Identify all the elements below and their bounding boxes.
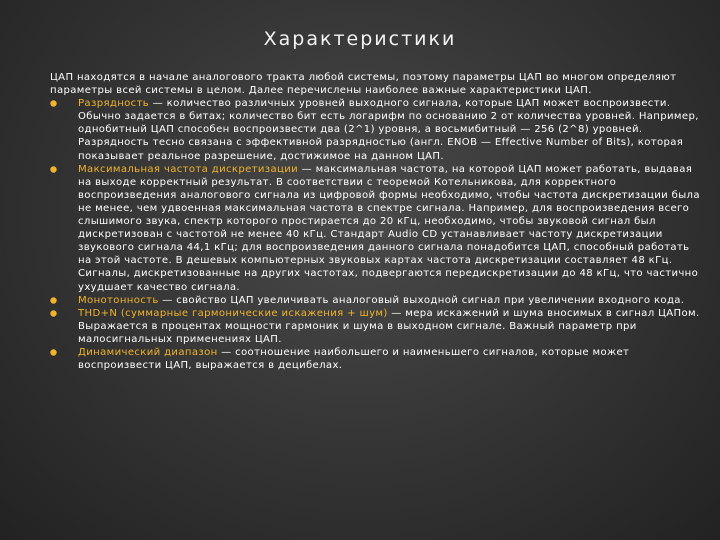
term-label: Разрядность [78, 98, 150, 110]
bullet-icon [50, 310, 57, 317]
term-label: Максимальная частота дискретизации [78, 163, 299, 175]
bullet-icon [50, 166, 57, 173]
list-item-sampling-rate [50, 163, 700, 294]
term-description: — мера искажений и шума вносимых в сигнал ЦАПом. Выражается в процентах мощности гармоник и шума в выходном сигнале. Важный параметр при малосигнальных применениях ЦАП. [78, 307, 700, 345]
intro-paragraph: ЦАП находятся в начале аналогового тракта любой системы, поэтому параметры ЦАП во многом определяют параметры всей системы в целом. Далее перечислены наиболее важные характеристики ЦАП. [50, 72, 677, 97]
term-label: Динамический диапазон [78, 346, 218, 358]
bullet-icon [50, 349, 57, 356]
list-item-thd-n [50, 307, 700, 346]
term-description: — максимальная частота, на которой ЦАП может работать, выдавая на выходе корректный результат. В соответствии с теоремой Котельникова, для корректного воспроизведения аналогового сигнала из цифровой формы необходимо, чтобы частота дискретизации была не менее, чем удвоенная максимальная частота в спектре сигнала. Например, для воспроизведения всего слышимого звука, спектр которого простирается до 20 кГц, необходимо, чтобы звуковой сигнал был дискретизован с частотой не менее 40 кГц. Стандарт Audio CD устанавливает частоту дискретизации звукового сигнала 44,1 кГц; для воспроизведения данного сигнала понадобится ЦАП, способный работать на этой частоте. В дешевых компьютерных звуковых картах частота дискретизации составляет 48 кГц. Сигналы, дискретизованные на других частотах, подвергаются передискретизации до 48 кГц, что частично ухудшает качество сигнала. [78, 163, 700, 293]
term-label: THD+N (суммарные гармонические искажения + шум) [78, 307, 388, 319]
slide-body [50, 71, 700, 372]
characteristics-list [50, 97, 700, 372]
bullet-icon [50, 297, 57, 304]
term-label: Монотонность [78, 294, 159, 306]
list-item-resolution [50, 97, 700, 162]
term-description: — свойство ЦАП увеличивать аналоговый выходной сигнал при увеличении входного кода. [158, 294, 685, 306]
list-item-monotonicity [50, 294, 700, 307]
term-description: — соотношение наибольшего и наименьшего сигналов, которые может воспроизвести ЦАП, выражается в децибелах. [78, 346, 630, 372]
list-item-dynamic-range [50, 346, 700, 372]
term-description: — количество различных уровней выходного сигнала, которые ЦАП может воспроизвести. Обычно задается в битах; количество бит есть логарифм по основанию 2 от количества уровней. Например, однобитный ЦАП способен воспроизвести два (2^1) уровня, а восьмибитный — 256 (2^8) уровней. Разрядность тесно связана с эффективной разрядностью (англ. ENOB — Effective Number of Bits), которая показывает реальное разрешение, достижимое на данном ЦАП. [78, 98, 699, 162]
slide-title: Характеристики [263, 28, 457, 50]
bullet-icon [50, 100, 57, 107]
